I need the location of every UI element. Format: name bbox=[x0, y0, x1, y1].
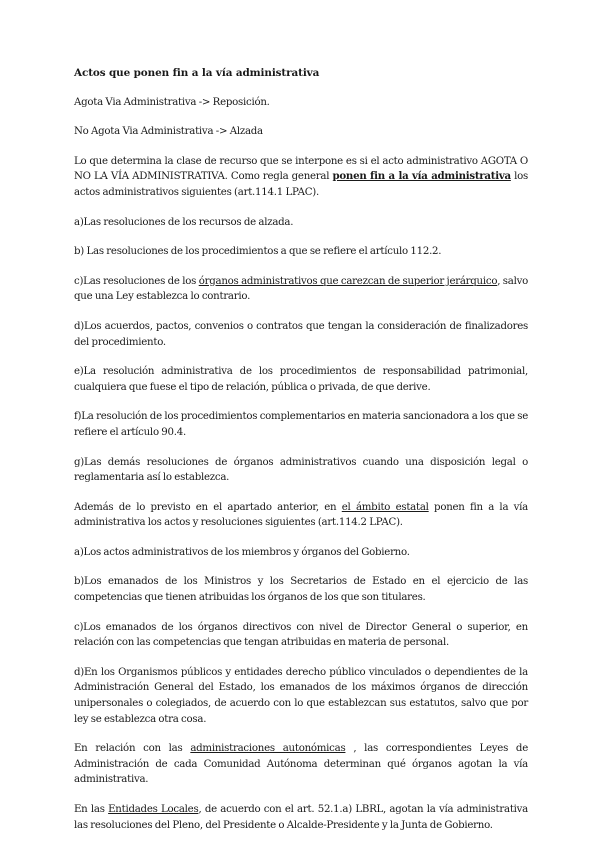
paragraph-ambito-estatal bbox=[74, 500, 528, 531]
paragraph-autonomicas bbox=[74, 741, 528, 788]
list-item-d: d)Los acuerdos, pactos, convenios o contratos que tengan la consideración de finalizadores del procedimiento. bbox=[74, 320, 528, 348]
underlined-phrase: Entidades Locales bbox=[108, 804, 199, 815]
list-item-e: e)La resolución administrativa de los procedimientos de responsabilidad patrimonial, cualquiera que fuese el tipo de relación, pública o privada, de que derive. bbox=[74, 366, 528, 393]
estatal-item-a: a)Los actos administrativos de los miembros y órganos del Gobierno. bbox=[74, 546, 410, 558]
paragraph-no-agota: No Agota Via Administrativa -> Alzada bbox=[74, 126, 263, 138]
text-run: , salvo que una Ley establezca lo contrario. bbox=[74, 275, 528, 303]
text-run: c)Las resoluciones de los bbox=[74, 275, 199, 287]
text-run: , las correspondientes Leyes de Administración de cada Comunidad Autónoma determinan qué órganos agotan la vía administrativa. bbox=[74, 743, 528, 786]
estatal-item-c: c)Los emanados de los órganos directivos con nivel de Director General o superior, en relación con las competencias que tengan atribuidas en materia de personal. bbox=[74, 621, 528, 649]
list-item-a: a)Las resoluciones de los recursos de alzada. bbox=[74, 216, 294, 228]
text-run: Además de lo previsto en el apartado anterior, en bbox=[74, 501, 342, 513]
underlined-phrase: órganos administrativos que carezcan de superior jerárquico bbox=[198, 275, 498, 287]
paragraph-agota: Agota Via Administrativa -> Reposición. bbox=[74, 96, 270, 108]
document-page bbox=[74, 66, 528, 847]
list-item-g: g)Las demás resoluciones de órganos administrativos cuando una disposición legal o reglamentaria así lo establezca. bbox=[74, 456, 528, 484]
paragraph-regla-general bbox=[74, 154, 528, 201]
list-item-c bbox=[74, 274, 528, 305]
bold-underlined-phrase: ponen fin a la vía administrativa bbox=[332, 170, 511, 183]
paragraph-locales bbox=[74, 802, 528, 833]
list-item-f: f)La resolución de los procedimientos complementarios en materia sancionadora a los que se refiere el artículo 90.4. bbox=[74, 411, 528, 438]
text-run: ponen fin a la vía administrativa los actos y resoluciones siguientes (art.114.2 LPAC). bbox=[74, 501, 528, 529]
underlined-phrase: el ámbito estatal bbox=[341, 501, 429, 513]
text-run: , de acuerdo con el art. 52.1.a) LBRL, agotan la vía administrativa las resoluciones del Pleno, del Presidente o Alcalde-Presidente y la Junta de Gobierno. bbox=[74, 804, 528, 831]
list-item-b: b) Las resoluciones de los procedimientos a que se refiere el artículo 112.2. bbox=[74, 246, 442, 258]
text-run: Lo que determina la clase de recurso que se interpone es si el acto administrativo AGOTA O NO LA VÍA ADMINISTRATIVA. Como regla general bbox=[74, 155, 528, 183]
estatal-item-d: d)En los Organismos públicos y entidades derecho público vinculados o dependientes de la Administración General del Estado, los emanados de los máximos órganos de dirección unipersonales o colegiados, de acuerdo con lo que establezcan sus estatutos, salvo que por ley se establezca otra cosa. bbox=[74, 666, 528, 725]
estatal-item-b: b)Los emanados de los Ministros y los Secretarios de Estado en el ejercicio de las competencias que tienen atribuidas los órganos de los que son titulares. bbox=[74, 576, 528, 604]
text-run: los actos administrativos siguientes (art.114.1 LPAC). bbox=[74, 171, 528, 198]
text-run: En las bbox=[74, 804, 109, 815]
document-title: Actos que ponen fin a la vía administrativa bbox=[74, 67, 320, 79]
text-run: En relación con las bbox=[74, 743, 191, 755]
underlined-phrase: administraciones autonómicas bbox=[190, 743, 346, 755]
